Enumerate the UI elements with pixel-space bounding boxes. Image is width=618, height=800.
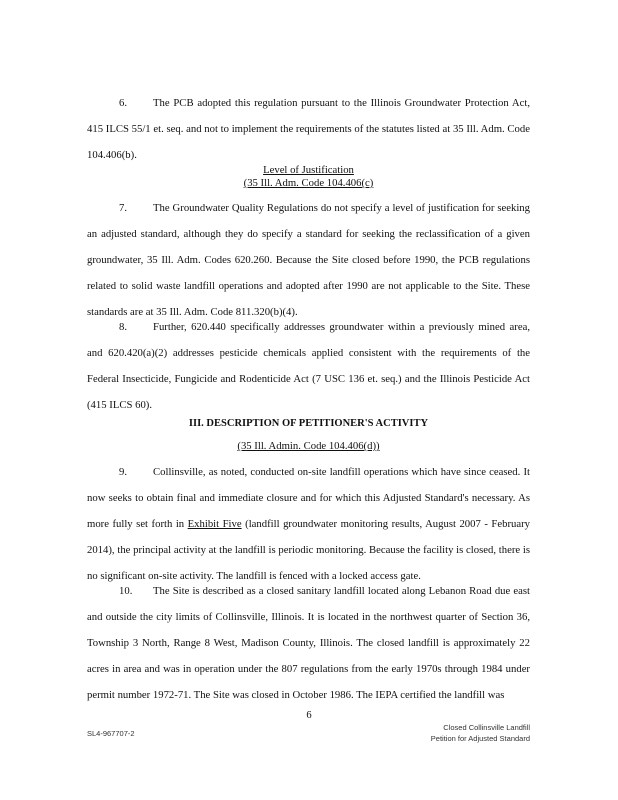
paragraph-number: 9. [119, 466, 128, 478]
paragraph-9 [87, 459, 530, 589]
footer-title-line-2: Petition for Adjusted Standard [430, 734, 530, 743]
paragraph-7 [87, 195, 530, 325]
paragraph-text: The Site is described as a closed sanitary landfill located along Lebanon Road due east and outside the city limits of Collinsville, Illinois. It is located in the northwest quarter of Section 36, Township 3 North, Range 8 West, Madison County, Illinois. The closed landfill is approximately 22 acres in area and was in operation under the 807 regulations from the early 1970s through 1984 under permit number 1972-71. The Site was closed in October 1986. The IEPA certified the landfill was [87, 585, 530, 701]
paragraph-number: 8. [119, 321, 128, 333]
paragraph-text: The Groundwater Quality Regulations do not specify a level of justification for seeking an adjusted standard, although they do specify a standard for seeking the reclassification of a given groundwater, 35 Ill. Adm. Codes 620.260. Because the Site closed before 1990, the PCB regulations related to solid waste landfill operations and adopted after 1990 are not applicable to the Site. These standards are at 35 Ill. Adm. Code 811.320(b)(4). [87, 202, 530, 318]
section-heading: III. DESCRIPTION OF PETITIONER'S ACTIVITY [188, 418, 429, 429]
footer-document-id: SL4-967707-2 [87, 729, 135, 738]
footer-title-line-1: Closed Collinsville Landfill [443, 723, 530, 732]
section-citation: (35 Ill. Admin. Code 104.406(d)) [237, 440, 380, 452]
justification-citation: (35 Ill. Adm. Code 104.406(c) [243, 177, 374, 189]
justification-title: Level of Justification [263, 164, 354, 176]
paragraph-6 [87, 90, 530, 168]
paragraph-text: Collinsville, as noted, conducted on-site landfill operations which have since ceased. It now seeks to obtain final and immediate closure and for which this Adjusted Standard's necessary. As more fully set forth in [87, 466, 530, 530]
paragraph-number: 10. [119, 585, 133, 597]
exhibit-reference: Exhibit Five [187, 518, 242, 530]
paragraph-8 [87, 314, 530, 418]
footer-title [410, 722, 530, 744]
paragraph-10 [87, 578, 530, 708]
paragraph-text: The PCB adopted this regulation pursuant to the Illinois Groundwater Protection Act, 415 ILCS 55/1 et. seq. and not to implement the requirements of the statutes listed at 35 Ill. Adm. Code 104.406(b). [87, 97, 530, 161]
paragraph-number: 7. [119, 202, 128, 214]
paragraph-text: (landfill groundwater monitoring results, August 2007 - February 2014), the principal activity at the landfill is periodic monitoring. Because the facility is closed, there is no significant on-site activity. The landfill is fenced with a locked access gate. [87, 518, 530, 582]
paragraph-number: 6. [119, 97, 128, 109]
page-number: 6 [306, 710, 312, 721]
paragraph-text: Further, 620.440 specifically addresses groundwater within a previously mined area, and 620.420(a)(2) addresses pesticide chemicals applied consistent with the requirements of the Federal Insecticide, Fungicide and Rodenticide Act (7 USC 136 et. seq.) and the Illinois Pesticide Act (415 ILCS 60). [87, 321, 530, 411]
